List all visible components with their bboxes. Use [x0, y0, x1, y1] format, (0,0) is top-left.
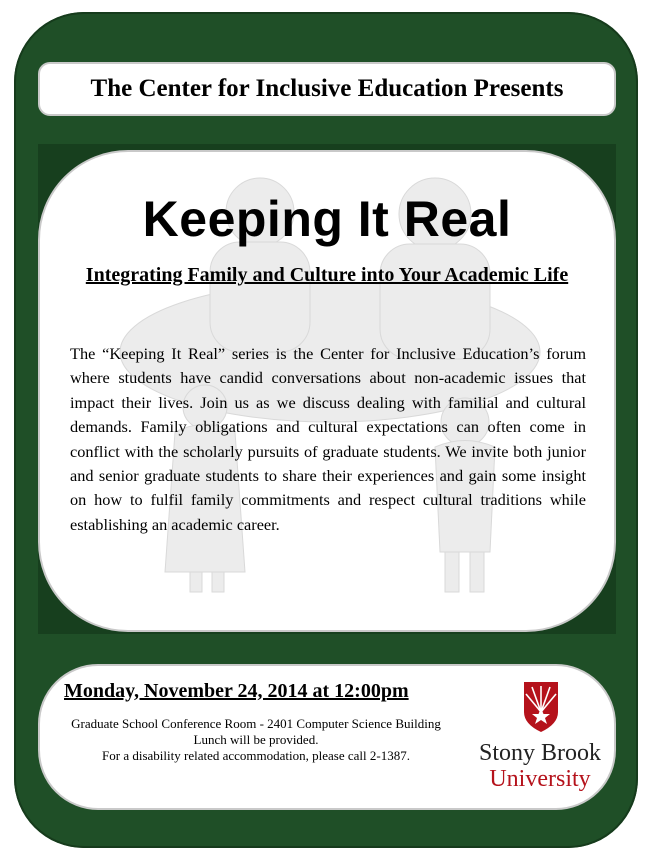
presenter-text: The Center for Inclusive Education Presents: [90, 75, 564, 102]
event-details-box: [38, 664, 616, 810]
logo-name: Stony Brook: [478, 740, 601, 766]
event-subtitle: Integrating Family and Culture into Your Academic Life: [85, 264, 569, 286]
event-location: Graduate School Conference Room - 2401 Computer Science Building: [71, 716, 441, 731]
event-lunch-note: Lunch will be provided.: [193, 732, 319, 747]
event-title: Keeping It Real: [142, 191, 512, 247]
presenter-banner: [38, 62, 616, 116]
stony-brook-shield-icon: [524, 682, 558, 732]
event-info: [56, 716, 456, 764]
logo-sub: University: [489, 766, 591, 792]
event-description: The “Keeping It Real” series is the Center for Inclusive Education’s forum where students have candid conversations about non-academic issues that impact their lives. Join us as we discuss dealing with familial and cultural demands. Family obligations and cultural expectations can often come in conflict with the scholarly pursuits of graduate students. We invite both junior and senior graduate students to share their experiences and gain some insight on how to fulfil family commitments and respect cultural traditions while establishing an academic career.: [70, 344, 586, 534]
event-date-time: Monday, November 24, 2014 at 12:00pm: [64, 680, 409, 702]
event-accommodation-note: For a disability related accommodation, please call 2-1387.: [102, 748, 410, 763]
stony-brook-logo: [470, 680, 610, 800]
main-content-box: [38, 150, 616, 632]
